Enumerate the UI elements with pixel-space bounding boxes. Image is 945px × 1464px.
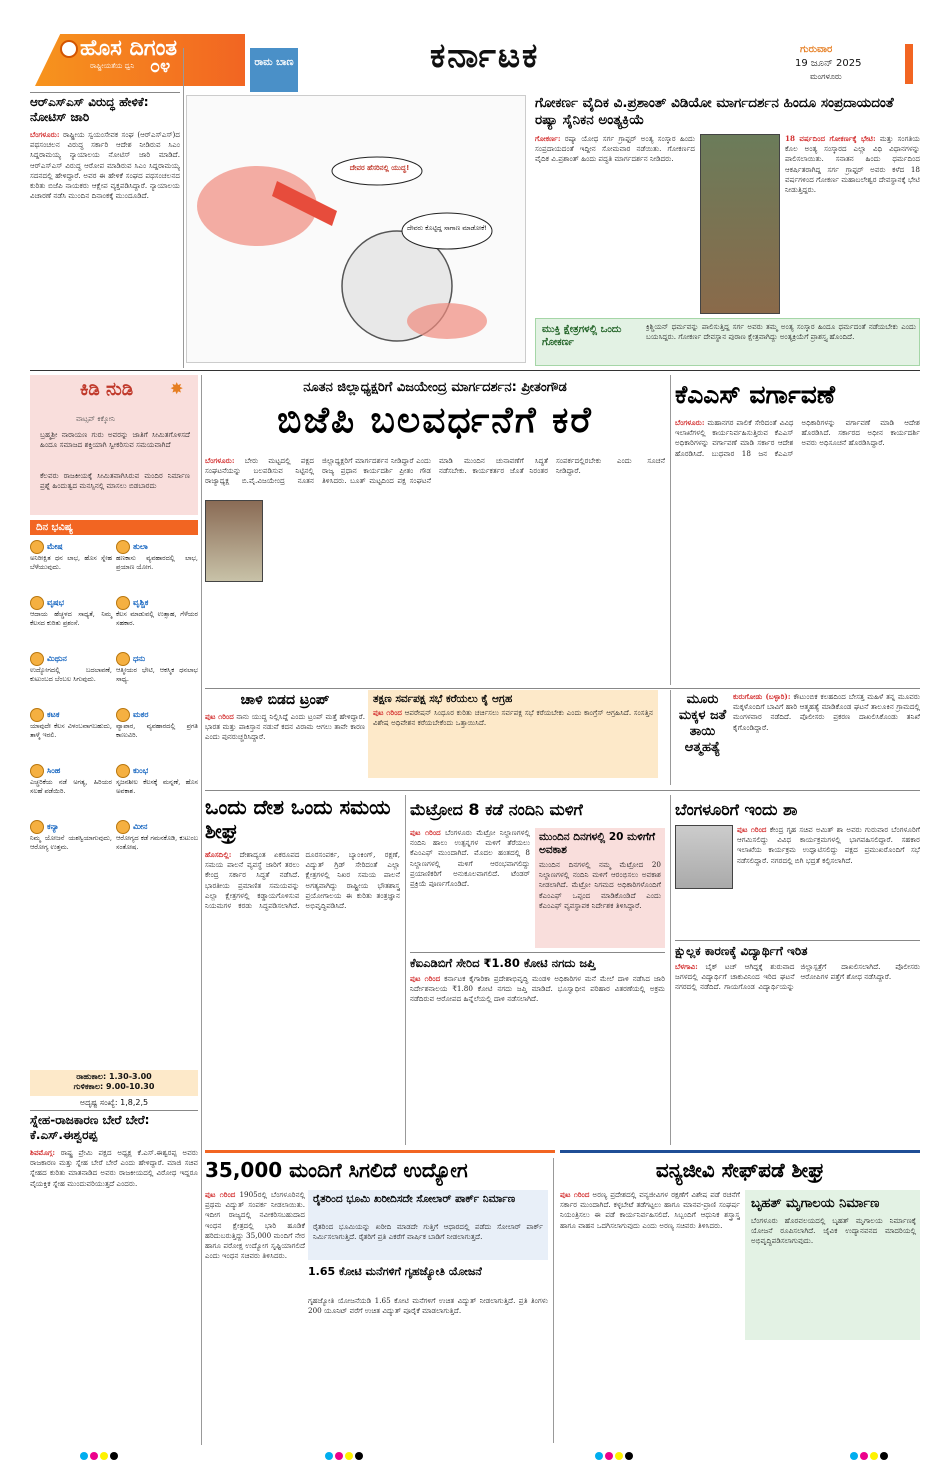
divider	[30, 92, 180, 93]
gruhajyothi-body: ಗೃಹಜ್ಯೋತಿ ಯೋಜನೆಯಡಿ 1.65 ಕೋಟಿ ಮನೆಗಳಿಗೆ ಉಚಿತ ವಿದ್ಯುತ್ ನೀಡಲಾಗುತ್ತಿದೆ. ಪ್ರತಿ ತಿಂಗಳು 200 ಯೂನಿಟ್ ವರೆಗೆ ಉಚಿತ ವಿದ್ಯುತ್ ಪೂರೈಕೆ ಮಾಡಲಾಗುತ್ತಿದೆ.	[308, 1296, 548, 1316]
amit-shah-photo	[675, 825, 733, 889]
rashi-item	[116, 596, 198, 652]
registration-marks	[850, 1445, 890, 1464]
rss-headline: ಆರ್‌ಎಸ್‌ಎಸ್ ವಿರುದ್ಧ ಹೇಳಿಕೆ: ನೋಟಿಸ್ ಜಾರಿ	[30, 95, 149, 124]
zoo-box-body: ಬೆಂಗಳೂರು ಹೊರವಲಯದಲ್ಲಿ ಬೃಹತ್ ಮೃಗಾಲಯ ನಿರ್ಮಾಣಕ್ಕೆ ಯೋಜನೆ ರೂಪಿಸಲಾಗಿದೆ. ಜೈವಿಕ ಉದ್ಯಾನವನದ ಮಾದರಿಯಲ್ಲಿ ಅಭಿವೃದ್ಧಿಪಡಿಸಲಾಗುವುದು.	[751, 1216, 916, 1246]
rashi-item	[116, 540, 198, 596]
mooru-headline: ಮೂರು ಮಕ್ಕಳ ಜತೆ ತಾಯಿ ಆತ್ಮಹತ್ಯೆ	[678, 692, 727, 755]
gokarna-headline: ಗೋಕರ್ಣ ವೈದಿಕ ವಿ.ಪ್ರಶಾಂತ್ ವಿಡಿಯೋ ಮಾರ್ಗದರ್ಶನ ಹಿಂದೂ ಸಂಪ್ರದಾಯದಂತೆ ರಷ್ಯಾ ಸೈನಿಕನ ಅಂತ್ಯಕ್ರಿಯೆ	[535, 95, 894, 128]
registration-marks	[325, 1445, 365, 1464]
sha-headline: ಬೆಂಗಳೂರಿಗೆ ಇಂದು ಶಾ	[675, 800, 798, 819]
date-full: 19 ಜೂನ್ 2025	[795, 58, 862, 69]
ondu-desha-body: ದೇಶಾದ್ಯಂತ ಏಕರೂಪದ ಸಮಯ ಪಾಲನೆ ವ್ಯವಸ್ಥೆ ಜಾರಿಗೆ ತರಲು ಕೇಂದ್ರ ಸರ್ಕಾರ ಸಿದ್ಧತೆ ನಡೆಸಿದೆ. ಭಾರತೀಯ ಪ್ರಮಾಣಿತ ಸಮಯವನ್ನು ಎಲ್ಲಾ ಕ್ಷೇತ್ರಗಳಲ್ಲಿ ಕಡ್ಡಾಯಗೊಳಿಸುವ ನಿಯಮಗಳ ಕರಡು ಸಿದ್ಧಪಡಿಸಲಾಗಿದೆ. ದೂರಸಂಪರ್ಕ, ಬ್ಯಾಂಕಿಂಗ್, ರಕ್ಷಣೆ, ವಿದ್ಯುತ್ ಗ್ರಿಡ್ ಸೇರಿದಂತೆ ಎಲ್ಲಾ ಕ್ಷೇತ್ರಗಳಲ್ಲಿ ನಿಖರ ಸಮಯ ಪಾಲನೆ ಅಗತ್ಯವಾಗಿದ್ದು ರಾಷ್ಟ್ರೀಯ ಭೌತಶಾಸ್ತ್ರ ಪ್ರಯೋಗಾಲಯ ಈ ಕುರಿತು ತಂತ್ರಜ್ಞಾನ ಅಭಿವೃದ್ಧಿಪಡಿಸಿದೆ.	[205, 850, 400, 911]
metro-article	[410, 828, 530, 948]
bjp-dateline: ಬೆಂಗಳೂರು:	[205, 456, 235, 465]
rashi-item	[30, 708, 112, 764]
bjp-body: ಬೇರು ಮಟ್ಟದಲ್ಲಿ ಪಕ್ಷದ ಸಂಘಟನೆಯನ್ನು ಬಲಪಡಿಸುವ ನಿಟ್ಟಿನಲ್ಲಿ ರಾಜ್ಯಾಧ್ಯಕ್ಷ ಬಿ.ವೈ.ವಿಜಯೇಂದ್ರ ನೂತನ ಜಿಲ್ಲಾಧ್ಯಕ್ಷರಿಗೆ ಮಾರ್ಗದರ್ಶನ ನೀಡಿದ್ದಾರೆ ಎಂದು ರಾಜ್ಯ ಪ್ರಧಾನ ಕಾರ್ಯದರ್ಶಿ ಪ್ರೀತಂ ಗೌಡ ತಿಳಿಸಿದರು. ಬೂತ್ ಮಟ್ಟದಿಂದ ಪಕ್ಷ ಸಂಘಟನೆ ಮಾಡಿ ಮುಂದಿನ ಚುನಾವಣೆಗೆ ಸಿದ್ಧತೆ ನಡೆಸಬೇಕು. ಕಾರ್ಯಕರ್ತರ ಜೊತೆ ನಿರಂತರ ಸಂಪರ್ಕದಲ್ಲಿರಬೇಕು ಎಂದು ಸೂಚನೆ ನೀಡಿದ್ದಾರೆ.	[205, 456, 665, 486]
divider	[205, 688, 920, 689]
rashi-text: ವ್ಯಾಪಾರ, ವ್ಯವಹಾರದಲ್ಲಿ ಪ್ರಗತಿ ಕಾಣುವಿರಿ.	[116, 722, 198, 739]
scorpio-icon	[116, 596, 130, 610]
cartoon-bubble-2: ದೇವರು ಕೊಟ್ಟಿದ್ದ ಸಾಗಾಣ ಮಾಡೋಕೆ!	[407, 224, 487, 232]
divider	[183, 48, 184, 368]
solar-park-body: ರೈತರಿಂದ ಭೂಮಿಯನ್ನು ಖರೀದಿ ಮಾಡದೇ ಗುತ್ತಿಗೆ ಆಧಾರದಲ್ಲಿ ಪಡೆದು ಸೋಲಾರ್ ಪಾರ್ಕ್ ನಿರ್ಮಿಸಲಾಗುತ್ತಿದೆ. ರೈತರಿಗೆ ಪ್ರತಿ ಎಕರೆಗೆ ವಾರ್ಷಿಕ ಬಾಡಿಗೆ ನೀಡಲಾಗುತ್ತದೆ.	[313, 1222, 543, 1242]
rashi-item	[30, 596, 112, 652]
rahukala: ರಾಹುಕಾಲ: 1.30-3.00	[76, 1072, 152, 1081]
metro-dateline: ಪುಟ ೧ರಿಂದ	[410, 828, 441, 837]
mooru-article	[733, 692, 920, 784]
ondu-desha-headline: ಒಂದು ದೇಶ ಒಂದು ಸಮಯ ಶೀಘ್ರ	[205, 795, 391, 843]
metro-box-body: ಮುಂದಿನ ದಿನಗಳಲ್ಲಿ ನಮ್ಮ ಮೆಟ್ರೋದ 20 ನಿಲ್ದಾಣಗಳಲ್ಲಿ ನಂದಿನಿ ಮಳಿಗೆ ಆರಂಭಿಸಲು ಅವಕಾಶ ನೀಡಲಾಗಿದೆ. ಮೆಟ್ರೋ ನಿಗಮದ ಅಧಿಕಾರಿಗಳೊಂದಿಗೆ ಕೆಎಂಎಫ್ ಒಪ್ಪಂದ ಮಾಡಿಕೊಂಡಿದೆ ಎಂದು ಕೆಎಂಎಫ್ ವ್ಯವಸ್ಥಾಪಕ ನಿರ್ದೇಶಕ ತಿಳಿಸಿದ್ದಾರೆ.	[539, 860, 661, 910]
kas-body: ಮಹಾನಗರ ಪಾಲಿಕೆ ಸೇರಿದಂತೆ ವಿವಿಧ ಇಲಾಖೆಗಳಲ್ಲಿ ಕಾರ್ಯನಿರ್ವಹಿಸುತ್ತಿರುವ ಕೆಎಎಸ್ ಅಧಿಕಾರಿಗಳನ್ನು ವರ್ಗಾವಣೆ ಮಾಡಿ ಸರ್ಕಾರ ಆದೇಶ ಹೊರಡಿಸಿದೆ. ಬುಧವಾರ 18 ಜನ ಕೆಎಎಸ್ ಅಧಿಕಾರಿಗಳನ್ನು ವರ್ಗಾವಣೆ ಮಾಡಿ ಆದೇಶ ಹೊರಡಿಸಿದೆ. ಸರ್ಕಾರದ ಅಧೀನ ಕಾರ್ಯದರ್ಶಿ ಅವರು ಅಧಿಸೂಚನೆ ಹೊರಡಿಸಿದ್ದಾರೆ.	[675, 418, 920, 458]
sarvapaksha-box	[368, 690, 658, 778]
sha-body: ಕೇಂದ್ರ ಗೃಹ ಸಚಿವ ಅಮಿತ್ ಶಾ ಅವರು ಗುರುವಾರ ಬೆಂಗಳೂರಿಗೆ ಆಗಮಿಸಲಿದ್ದು ವಿವಿಧ ಕಾರ್ಯಕ್ರಮಗಳಲ್ಲಿ ಭಾಗವಹಿಸಲಿದ್ದಾರೆ. ಸಹಕಾರ ಇಲಾಖೆಯ ಕಾರ್ಯಕ್ರಮ ಉದ್ಘಾಟಿಸಲಿದ್ದು ಪಕ್ಷದ ಪ್ರಮುಖರೊಂದಿಗೆ ಸಭೆ ನಡೆಸಲಿದ್ದಾರೆ. ನಗರದಲ್ಲಿ ಬಿಗಿ ಭದ್ರತೆ ಕಲ್ಪಿಸಲಾಗಿದೆ.	[737, 825, 920, 865]
metro-box-title: ಮುಂದಿನ ದಿನಗಳಲ್ಲಿ 20 ಮಳಿಗೆಗೆ ಅವಕಾಶ	[539, 831, 656, 856]
sneha-dateline: ಶಿವಮೊಗ್ಗ:	[30, 1148, 55, 1157]
rashi-name: ಮೇಷ	[47, 542, 63, 551]
kiadb-headline: ಕೆಐಎಡಿಬಿಗೆ ಸೇರಿದ ₹1.80 ಕೋಟಿ ನಗದು ಜಪ್ತಿ	[410, 956, 596, 970]
divider	[410, 952, 665, 953]
rashi-name: ತುಲಾ	[133, 542, 148, 551]
divider	[30, 370, 920, 371]
trump-headline: ಚಾಳಿ ಬಿಡದ ಟ್ರಂಪ್	[240, 692, 330, 708]
ondu-desha-article	[205, 850, 400, 1142]
aries-icon	[30, 540, 44, 554]
divider	[201, 375, 202, 1445]
kidi-nudi-title: ಕಿಡಿ ನುಡಿ	[80, 379, 134, 400]
rashi-text: ಎಚ್ಚರಿಕೆಯ ನಡೆ ಅಗತ್ಯ, ಹಿರಿಯರ ಸಲಹೆ ಪಡೆಯಿರಿ.	[30, 778, 112, 795]
trump-article	[205, 712, 365, 772]
divider	[670, 375, 671, 685]
mukti-title: ಮುಕ್ತಿ ಕ್ಷೇತ್ರಗಳಲ್ಲಿ ಒಂದು ಗೋಕರ್ಣ	[542, 324, 622, 348]
rashi-text: ಯಾವುದೇ ಕೆಲಸ ವಿಳಂಬವಾಗಬಹುದು, ತಾಳ್ಮೆ ಇರಲಿ.	[30, 722, 112, 739]
mooru-dateline: ಕುರುಗೋಡು (ಬಳ್ಳಾರಿ):	[733, 692, 791, 701]
taurus-icon	[30, 596, 44, 610]
gokarna-body-2: ಮತ್ತು ಸಂಗತಿಯ ಕೊಲ ಅಂತ್ಯ ಸಂಸ್ಕಾರದ ಎಲ್ಲಾ ವಿಧಿ ವಿಧಾನಗಳನ್ನು ಪಾಲಿಸಲಾಯಿತು. ಸನಾತನ ಹಿಂದು ಧರ್ಮದಿಂದ ಆಕರ್ಷಿತರಾಗಿದ್ದ ಸರ್ಗ ಗ್ರಾಫ್ಟರ್ ಅವರು ಕಳೆದ 18 ವರ್ಷಗಳಿಂದ ಗೋಕರ್ಣ ಮಹಾಬಲೇಶ್ವರ ದೇವಸ್ಥಾನಕ್ಕೆ ಭೇಟಿ ನೀಡುತ್ತಿದ್ದರು.	[785, 134, 920, 195]
sha-article	[737, 825, 920, 935]
rashi-name: ವೃಶ್ಚಿಕ	[133, 598, 149, 607]
kshullaka-body: ಬೈಕ್ ಟಚ್ ಆಗಿದ್ದಕ್ಕೆ ಶುರುವಾದ ಜಗಳದಲ್ಲಿ ವಿದ್ಯಾರ್ಥಿಗೆ ಚಾಕುವಿನಿಂದ ಇರಿದ ಘಟನೆ ನಗರದಲ್ಲಿ ನಡೆದಿದೆ. ಗಾಯಗೊಂಡ ವಿದ್ಯಾರ್ಥಿಯನ್ನು ಜಿಲ್ಲಾಸ್ಪತ್ರೆಗೆ ದಾಖಲಿಸಲಾಗಿದೆ. ಪೊಲೀಸರು ಆರೋಪಿಗಳ ಪತ್ತೆಗೆ ಶೋಧ ನಡೆಸಿದ್ದಾರೆ.	[675, 962, 920, 992]
rashi-item	[30, 820, 112, 876]
udyoga-headline: 35,000 ಮಂದಿಗೆ ಸಿಗಲಿದೆ ಉದ್ಯೋಗ	[205, 1158, 468, 1182]
registration-marks	[595, 1445, 635, 1464]
divider	[205, 1150, 555, 1153]
kas-headline: ಕೆಎಎಸ್ ವರ್ಗಾವಣೆ	[675, 380, 836, 409]
page-number: ೦೪	[150, 56, 171, 77]
zoo-box-title: ಬೃಹತ್ ಮೃಗಾಲಯ ನಿರ್ಮಾಣ	[751, 1196, 880, 1211]
udyoga-article	[205, 1190, 305, 1435]
vanajeevi-article	[560, 1190, 740, 1435]
section-title: ಕರ್ನಾಟಕ	[430, 36, 540, 76]
divider	[560, 1150, 920, 1153]
rss-dateline: ಬೆಂಗಳೂರು:	[30, 130, 60, 139]
rashi-text: ಆದಾಯ ಹೆಚ್ಚಳದ ಸಾಧ್ಯತೆ, ನಿಮ್ಮ ಕೆಲಸದ ಕುರಿತು ಪ್ರಶಂಸೆ.	[30, 610, 112, 627]
rss-body: ರಾಷ್ಟ್ರೀಯ ಸ್ವಯಂಸೇವಕ ಸಂಘ (ಆರ್‌ಎಸ್‌ಎಸ್)ದ ಪಥಸಂಚಲನ ವಿರುದ್ಧ ಸರ್ಕಾರಿ ಆದೇಶ ನೀಡಿರುವ ಸಿಎಂ ಸಿದ್ದರಾಮಯ್ಯ ನ್ಯಾಯಾಲಯ ನೋಟಿಸ್ ಜಾರಿ ಮಾಡಿದೆ. ಆರ್‌ಎಸ್‌ಎಸ್ ವಿರುದ್ಧ ಆರೋಪ ಮಾಡಿರುವ ಸಿಎಂ ಸಿದ್ದರಾಮಯ್ಯ ಸದನದಲ್ಲಿ ಹೇಳಿದ್ದಾರೆ. ಅವರ ಈ ಹೇಳಿಕೆ ಸಂಘದ ಪಥಸಂಚಲನದ ಕುರಿತು ಬಿಜೆಪಿ ನಾಯಕರು ಆಕ್ಷೇಪ ವ್ಯಕ್ತಪಡಿಸಿದ್ದಾರೆ. ನ್ಯಾಯಾಲಯ ವಿಚಾರಣೆ ನಡೆಸಿ ಮುಂದಿನ ದಿನಾಂಕಕ್ಕೆ ಮುಂದೂಡಿದೆ.	[30, 130, 180, 201]
horoscope-grid	[30, 540, 198, 880]
rashi-text: ಅನಿರೀಕ್ಷಿತ ಧನ ಲಾಭ, ಹೊಸ ಸ್ನೇಹ ಬೆಳೆಯುವುದು.	[30, 554, 112, 571]
rashi-name: ಧನು	[133, 654, 146, 663]
mukti-body: ಕ್ರಿಶ್ಚಿಯನ್ ಧರ್ಮವನ್ನು ಪಾಲಿಸುತ್ತಿದ್ದ ಸರ್ಗ ಅವರು ತಮ್ಮ ಅಂತ್ಯ ಸಂಸ್ಕಾರ ಹಿಂದೂ ಧರ್ಮದಂತೆ ನಡೆಯಬೇಕು ಎಂದು ಬಯಸಿದ್ದರು. ಗೋಕರ್ಣ ದೇವಸ್ಥಾನ ಪುರಾಣ ಕ್ಷೇತ್ರವಾಗಿದ್ದು ಅಂತ್ಯಕ್ರಿಯೆಗೆ ಪ್ರಾಶಸ್ತ್ಯ ಹೊಂದಿದೆ.	[646, 322, 916, 342]
masthead-accent	[905, 44, 913, 84]
rashi-name: ಮಕರ	[133, 710, 149, 719]
horoscope-right-col	[116, 540, 198, 876]
bjp-article	[205, 456, 665, 681]
sarvapaksha-dateline: ಪುಟ ೧ರಿಂದ	[373, 708, 403, 717]
date-day: ಗುರುವಾರ	[800, 44, 833, 55]
rashi-text: ಆತ್ಮೀಯರ ಭೇಟಿ, ಆಕಸ್ಮಿಕ ಧನಲಾಭ ಸಾಧ್ಯ.	[116, 666, 198, 683]
ramabana-label: ರಾಮ ಬಾಣ	[250, 48, 298, 92]
editorial-cartoon	[186, 95, 526, 363]
rashi-name: ಮಿಥುನ	[47, 654, 67, 663]
kas-dateline: ಬೆಂಗಳೂರು:	[675, 418, 705, 427]
newspaper-tagline: ರಾಷ್ಟ್ರೀಯತೆಯ ಧ್ವನಿ	[90, 62, 135, 70]
divider	[670, 690, 671, 785]
kshullaka-headline: ಕ್ಷುಲ್ಲಕ ಕಾರಣಕ್ಕೆ ವಿದ್ಯಾರ್ಥಿಗೆ ಇರಿತ	[675, 944, 808, 958]
newspaper-logo: ಹೊಸ ದಿಗಂತ	[80, 36, 178, 61]
capricorn-icon	[116, 708, 130, 722]
gruhajyothi-title: 1.65 ಕೋಟಿ ಮನೆಗಳಿಗೆ ಗೃಹಜ್ಯೋತಿ ಯೋಜನೆ	[308, 1265, 482, 1278]
kiadb-article	[410, 974, 665, 1144]
rashi-item	[116, 652, 198, 708]
libra-icon	[116, 540, 130, 554]
rss-article	[30, 130, 180, 362]
rashi-text: ನಿಮ್ಮ ಯೋಜನೆ ಯಶಸ್ವಿಯಾಗುವುದು, ಆರೋಗ್ಯ ಉತ್ತಮ.	[30, 834, 112, 851]
kshullaka-dateline: ಬೆಳಗಾವಿ:	[675, 962, 698, 971]
mukti-box	[535, 318, 920, 366]
rahukala-box	[30, 1070, 198, 1096]
solar-park-title: ರೈತರಿಂದ ಭೂಮಿ ಖರೀದಿಸದೇ ಸೋಲಾರ್ ಪಾರ್ಕ್ ನಿರ್ಮಾಣ	[313, 1193, 516, 1205]
gemini-icon	[30, 652, 44, 666]
gulika-kala: ಗುಳಿಕಕಾಲ: 9.00-10.30	[73, 1082, 155, 1091]
pisces-icon	[116, 820, 130, 834]
zoo-box	[745, 1190, 920, 1340]
registration-marks	[80, 1445, 120, 1464]
rashi-text: ಆರೋಗ್ಯದ ಕಡೆ ಗಮನಕೊಡಿ, ಕುಟುಂಬ ಸಂತೋಷ.	[116, 834, 198, 851]
metro-body: ಬೆಂಗಳೂರು ಮೆಟ್ರೋ ನಿಲ್ದಾಣಗಳಲ್ಲಿ ನಂದಿನಿ ಹಾಲು ಉತ್ಪನ್ನಗಳ ಮಳಿಗೆ ತೆರೆಯಲು ಕೆಎಂಎಫ್ ಮುಂದಾಗಿದೆ. ಮೊದಲ ಹಂತದಲ್ಲಿ 8 ನಿಲ್ದಾಣಗಳಲ್ಲಿ ಮಳಿಗೆ ಆರಂಭವಾಗಲಿದ್ದು ಪ್ರಯಾಣಿಕರಿಗೆ ಅನುಕೂಲವಾಗಲಿದೆ. ಟೆಂಡರ್ ಪ್ರಕ್ರಿಯೆ ಪೂರ್ಣಗೊಂಡಿದೆ.	[410, 828, 530, 889]
rashi-name: ವೃಷಭ	[47, 598, 64, 607]
vanajeevi-headline: ವನ್ಯಜೀವಿ ಸೇಫ್‌ಪಡೆ ಶೀಘ್ರ	[655, 1158, 825, 1182]
gokarna-dateline: ಗೋಕರ್ಣ:	[535, 134, 561, 143]
metro-box	[535, 828, 665, 948]
rashi-item	[116, 764, 198, 820]
kiadb-dateline: ಪುಟ ೧ರಿಂದ	[410, 974, 441, 983]
horoscope-left-col	[30, 540, 112, 876]
divider	[675, 940, 920, 941]
rashi-text: ಕೆಲಸ ಮಾಡುವಲ್ಲಿ ಉತ್ಸಾಹ, ಗೆಳೆಯರ ಸಹಕಾರ.	[116, 610, 198, 627]
gokarna-subhead: 18 ವರ್ಷದಿಂದ ಗೋಕರ್ಣಕ್ಕೆ ಭೇಟಿ:	[785, 134, 876, 143]
lucky-number: ಅದೃಷ್ಟ ಸಂಖ್ಯೆ: 1,8,2,5	[79, 1098, 149, 1107]
gokarna-body: ರಷ್ಯಾ ಯೋಧ ಸರ್ಗ ಗ್ರಾಫ್ಟರ್ ಅಂತ್ಯ ಸಂಸ್ಕಾರ ಹಿಂದು ಸಂಪ್ರದಾಯದಂತೆ ಇದ್ದೀನ ಸೋಮವಾರ ನಡೆಯಿತು. ಗೋಕರ್ಣದ ವೈದಿಕ ವಿ.ಪ್ರಶಾಂತ್ ಹಿಂದು ಪದ್ಧತಿ ಮಾರ್ಗದರ್ಶನ ನೀಡಿದರು.	[535, 134, 695, 164]
lamp-icon	[60, 40, 78, 58]
sneha-article	[30, 1148, 198, 1438]
gokarna-article-cont	[785, 134, 920, 314]
kidi-nudi-box	[30, 375, 198, 515]
solar-park-box	[308, 1190, 548, 1260]
sarvapaksha-headline: ತಕ್ಷಣ ಸರ್ವಪಕ್ಷ ಸಭೆ ಕರೆಯಲು ಕೈ ಆಗ್ರಹ	[373, 693, 513, 705]
rashi-text: ಸೃಜನಶೀಲ ಕೆಲಸಕ್ಕೆ ಮನ್ನಣೆ, ಹೊಸ ಅವಕಾಶ.	[116, 778, 198, 795]
sagittarius-icon	[116, 652, 130, 666]
vanajeevi-body: ಅರಣ್ಯ ಪ್ರದೇಶದಲ್ಲಿ ವನ್ಯಜೀವಿಗಳ ರಕ್ಷಣೆಗೆ ವಿಶೇಷ ಪಡೆ ರಚನೆಗೆ ಸರ್ಕಾರ ಮುಂದಾಗಿದೆ. ಕಳ್ಳಬೇಟೆ ತಡೆಗಟ್ಟಲು ಹಾಗೂ ಮಾನವ-ಪ್ರಾಣಿ ಸಂಘರ್ಷ ನಿಯಂತ್ರಿಸಲು ಈ ಪಡೆ ಕಾರ್ಯನಿರ್ವಹಿಸಲಿದೆ. ಸಿಬ್ಬಂದಿಗೆ ಆಧುನಿಕ ಶಸ್ತ್ರಾಸ್ತ್ರ ಹಾಗೂ ವಾಹನ ಒದಗಿಸಲಾಗುವುದು ಎಂದು ಅರಣ್ಯ ಸಚಿವರು ತಿಳಿಸಿದರು.	[560, 1190, 740, 1230]
bjp-kicker: ನೂತನ ಜಿಲ್ಲಾಧ್ಯಕ್ಷರಿಗೆ ವಿಜಯೇಂದ್ರ ಮಾರ್ಗದರ್ಶನ: ಪ್ರೀತಂಗೌಡ	[303, 380, 567, 395]
rashi-name: ಕುಂಭ	[133, 766, 149, 775]
rashi-item	[30, 652, 112, 708]
sneha-body: ರಾಷ್ಟ್ರ ಪ್ರೇಮಿ ಪಕ್ಷದ ಅಧ್ಯಕ್ಷ ಕೆ.ಎಸ್.ಈಶ್ವರಪ್ಪ ಅವರು ರಾಜಕಾರಣ ಮತ್ತು ಸ್ನೇಹ ಬೇರೆ ಬೇರೆ ಎಂದು ಹೇಳಿದ್ದಾರೆ. ಮಾಜಿ ಸಚಿವ ಸ್ನೇಹದ ಕುರಿತು ಮಾತನಾಡಿದ ಅವರು ರಾಜಕೀಯದಲ್ಲಿ ವಿರೋಧ ಇದ್ದರೂ ವೈಯಕ್ತಿಕ ಸ್ನೇಹ ಮುಂದುವರಿಯುತ್ತದೆ ಎಂದರು.	[30, 1148, 198, 1188]
horoscope-title: ದಿನ ಭವಿಷ್ಯ	[30, 520, 198, 535]
gokarna-article	[535, 134, 695, 314]
divider	[405, 795, 406, 1145]
kiadb-body: ಕರ್ನಾಟಕ ಕೈಗಾರಿಕಾ ಪ್ರದೇಶಾಭಿವೃದ್ಧಿ ಮಂಡಳಿ ಅಧಿಕಾರಿಗಳ ಮನೆ ಮೇಲೆ ದಾಳಿ ನಡೆಸಿದ ಜಾರಿ ನಿರ್ದೇಶನಾಲಯ ₹1.80 ಕೋಟಿ ನಗದು ಜಪ್ತಿ ಮಾಡಿದೆ. ಭೂಸ್ವಾಧೀನ ಪರಿಹಾರ ವಿತರಣೆಯಲ್ಲಿ ಅಕ್ರಮ ನಡೆದಿರುವ ಆರೋಪದ ಹಿನ್ನೆಲೆಯಲ್ಲಿ ದಾಳಿ ನಡೆಸಲಾಗಿದೆ.	[410, 974, 665, 1004]
kas-article	[675, 418, 920, 680]
divider	[670, 795, 671, 1145]
kidi-item-1: ಬ್ರಹ್ಮಶ್ರೀ ನಾರಾಯಣ ಗುರು ಅವರನ್ನು ಜಾತಿಗೆ ಸೀಮಿತಗೊಳಿಸದೆ ಹಿಂದೂ ಸಮಾಜದ ಶಕ್ತಿಯಾಗಿ ಸ್ವೀಕರಿಸುವ ಸಮಯವಾಗಿದೆ	[40, 430, 190, 450]
rashi-name: ಕನ್ಯಾ	[47, 822, 59, 831]
cancer-icon	[30, 708, 44, 722]
kidi-author: ವಾಟ್ಸಪ್ ಕಿಕ್ಕೋನಿ	[76, 415, 115, 423]
metro-headline: ಮೆಟ್ರೋದ 8 ಕಡೆ ನಂದಿನಿ ಮಳಿಗೆ	[410, 800, 583, 819]
leo-icon	[30, 764, 44, 778]
rashi-item	[30, 540, 112, 596]
trump-dateline: ಪುಟ ೧ರಿಂದ	[205, 712, 234, 721]
kidi-item-2: ಕೆಲವರು ರಾಜಕೀಯಕ್ಕೆ ಸೀಮಿತವಾಗಿಸಿರುವ ಮಂದಿರ ನಿರ್ಮಾಣ ಪ್ರಶ್ನೆ ಹಿಂದುತ್ವದ ಮನಸ್ಸಿನಲ್ಲಿ ಮಾಸಲು ಬಿಡಬಾರದು	[40, 471, 190, 491]
edition-place: ಮಂಗಳೂರು	[810, 72, 842, 81]
cartoon-bubble-1: ದೇವರ ಹೆಸರಿನಲ್ಲಿ ಯುದ್ಧ!	[349, 164, 410, 172]
rashi-text: ಉದ್ಯೋಗದಲ್ಲಿ ಬದಲಾವಣೆ, ಕುಟುಂಬದ ಬೆಂಬಲ ಸಿಗುವುದು.	[30, 666, 112, 683]
divider	[553, 1158, 554, 1443]
sarvapaksha-article	[373, 708, 653, 774]
divider	[30, 1110, 198, 1111]
aquarius-icon	[116, 764, 130, 778]
spark-icon: ✸	[170, 379, 184, 398]
sha-dateline: ಪುಟ ೧ರಿಂದ	[737, 825, 767, 834]
divider	[205, 790, 920, 791]
ondu-desha-dateline: ಹೊಸದಿಲ್ಲಿ:	[205, 850, 232, 859]
rashi-item	[116, 820, 198, 876]
udyoga-body: 1905ರಲ್ಲಿ ಬೆಂಗಳೂರಿನಲ್ಲಿ ಪ್ರಥಮ ವಿದ್ಯುತ್ ಸಂಪರ್ಕ ನೀಡಲಾಯಿತು. ಇದೀಗ ರಾಜ್ಯದಲ್ಲಿ ನವೀಕರಿಸಬಹುದಾದ ಇಂಧನ ಕ್ಷೇತ್ರದಲ್ಲಿ ಭಾರಿ ಹೂಡಿಕೆ ಹರಿದುಬರುತ್ತಿದ್ದು 35,000 ಮಂದಿಗೆ ನೇರ ಹಾಗೂ ಪರೋಕ್ಷ ಉದ್ಯೋಗ ಸೃಷ್ಟಿಯಾಗಲಿದೆ ಎಂದು ಇಂಧನ ಸಚಿವರು ತಿಳಿಸಿದರು.	[205, 1190, 305, 1261]
rashi-item	[116, 708, 198, 764]
sarvapaksha-body: ಆಪರೇಷನ್ ಸಿಂಧೂರ ಕುರಿತು ಚರ್ಚಿಸಲು ಸರ್ವಪಕ್ಷ ಸಭೆ ಕರೆಯಬೇಕು ಎಂದು ಕಾಂಗ್ರೆಸ್ ಆಗ್ರಹಿಸಿದೆ. ಸಂಸತ್ತಿನ ವಿಶೇಷ ಅಧಿವೇಶನ ಕರೆಯಬೇಕೆಂದು ಒತ್ತಾಯಿಸಿದೆ.	[373, 708, 653, 728]
kshullaka-article	[675, 962, 920, 1142]
rashi-name: ಸಿಂಹ	[47, 766, 61, 775]
russian-soldier-photo	[700, 134, 780, 314]
rashi-item	[30, 764, 112, 820]
rashi-name: ಮೀನ	[133, 822, 148, 831]
udyoga-dateline: ಪುಟ ೧ರಿಂದ	[205, 1190, 236, 1199]
virgo-icon	[30, 820, 44, 834]
vanajeevi-dateline: ಪುಟ ೧ರಿಂದ	[560, 1190, 590, 1199]
trump-body: ನಾನು ಯುದ್ಧ ನಿಲ್ಲಿಸಿದ್ದೆ ಎಂದು ಟ್ರಂಪ್ ಮತ್ತೆ ಹೇಳಿದ್ದಾರೆ. ಭಾರತ ಮತ್ತು ಪಾಕಿಸ್ತಾನ ನಡುವೆ ಕದನ ವಿರಾಮ ಆಗಲು ತಾವೇ ಕಾರಣ ಎಂದು ಪುನರುಚ್ಚರಿಸಿದ್ದಾರೆ.	[205, 712, 365, 742]
sneha-headline: ಸ್ನೇಹ-ರಾಜಕಾರಣ ಬೇರೆ ಬೇರೆ: ಕೆ.ಎಸ್.ಈಶ್ವರಪ್ಪ	[30, 1113, 150, 1142]
rashi-text: ಹಣಕಾಸು ವ್ಯವಹಾರದಲ್ಲಿ ಲಾಭ, ಪ್ರಯಾಣ ಯೋಗ.	[116, 554, 198, 571]
bjp-headline: ಬಿಜೆಪಿ ಬಲವರ್ಧನೆಗೆ ಕರೆ	[277, 400, 593, 441]
rashi-name: ಕಟಕ	[47, 710, 60, 719]
mooru-body: ಕೌಟುಂಬಿಕ ಕಲಹದಿಂದ ಬೇಸತ್ತ ಮಹಿಳೆ ತನ್ನ ಮೂವರು ಮಕ್ಕಳೊಂದಿಗೆ ಬಾವಿಗೆ ಹಾರಿ ಆತ್ಮಹತ್ಯೆ ಮಾಡಿಕೊಂಡ ಘಟನೆ ತಾಲೂಕಿನ ಗ್ರಾಮದಲ್ಲಿ ಮಂಗಳವಾರ ನಡೆದಿದೆ. ಪೊಲೀಸರು ಪ್ರಕರಣ ದಾಖಲಿಸಿಕೊಂಡು ತನಿಖೆ ಕೈಗೊಂಡಿದ್ದಾರೆ.	[733, 692, 920, 732]
